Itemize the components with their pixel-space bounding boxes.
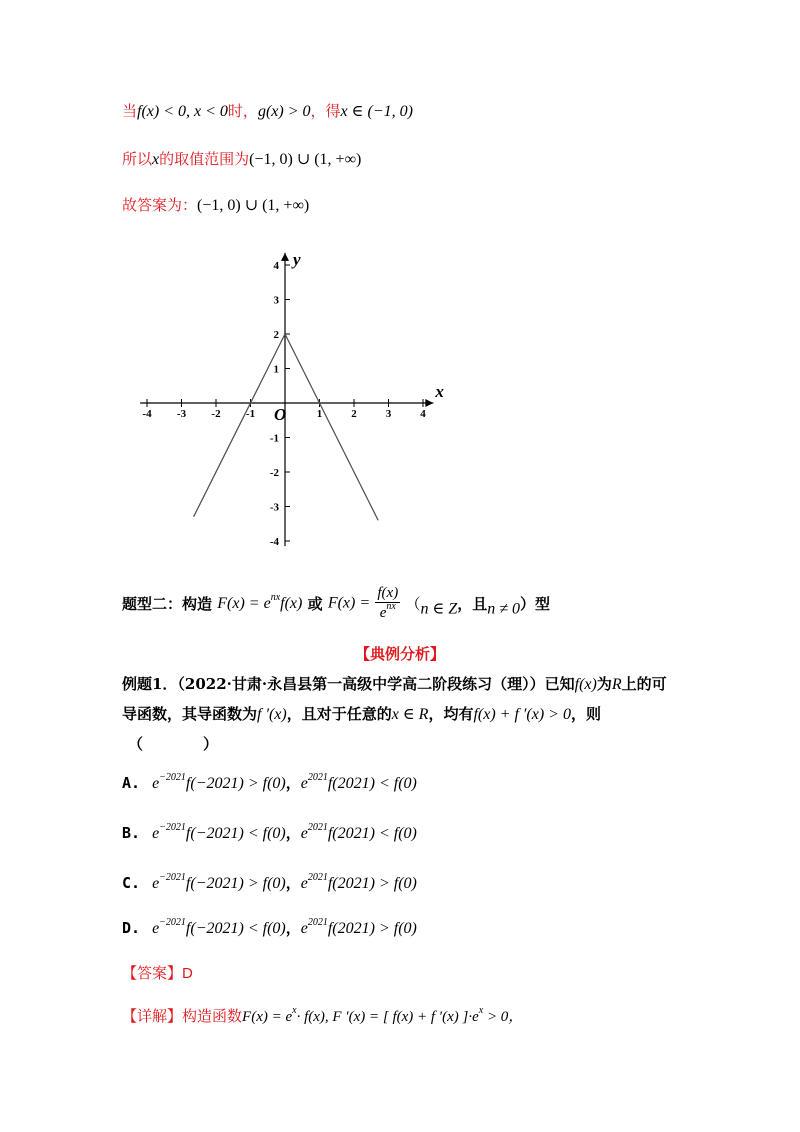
solution-line-1 (122, 100, 413, 121)
type2-or: 或 (307, 595, 323, 613)
option-left-rest: f(−2021) < f(0) (185, 920, 286, 937)
x-tick-label: 2 (351, 408, 357, 420)
example-fx: f(x) (574, 676, 597, 693)
y-tick-label: -4 (269, 536, 279, 548)
type2-cond2: n ≠ 0 (487, 600, 521, 618)
option-label: B. (122, 824, 141, 842)
line1-g: g(x) > 0 (257, 103, 311, 120)
option-left (152, 871, 286, 892)
detail-formula (242, 1005, 524, 1025)
option-left (152, 916, 286, 937)
y-tick-label: -1 (269, 432, 279, 445)
line2-text: 所以 (122, 150, 153, 168)
option-left-rest: f(−2021) > f(0) (185, 775, 286, 792)
detail-tag: 【详解】 (122, 1007, 183, 1025)
option-left-exp: −2021 (159, 771, 186, 783)
option-right-e: e (300, 825, 308, 842)
option-left-e: e (152, 875, 160, 892)
x-tick-label: -1 (245, 408, 256, 420)
line3-range: (−1, 0) ∪ (1, +∞) (197, 197, 310, 214)
y-tick-label: 1 (273, 363, 279, 376)
line3-text: 故答案为： (122, 196, 198, 214)
origin-label: O (274, 405, 287, 424)
line1-mid: 时， (227, 102, 258, 120)
line2-text2: 的取值范围为 (159, 150, 250, 168)
example-inequality: f(x) + f ′(x) > 0 (473, 706, 571, 723)
y-tick-label: -2 (269, 467, 279, 479)
type2-den-exp: nx (386, 601, 396, 612)
example-line2-b: ，且对于任意的 (286, 705, 392, 723)
option-separator: ， (285, 824, 301, 842)
option-right-e: e (300, 920, 308, 937)
example-line-2 (122, 703, 601, 724)
x-tick-label: 1 (316, 408, 323, 420)
type2-den-base: e (379, 605, 387, 621)
option-label: C. (122, 874, 141, 892)
type2-f1: F(x) = e (217, 595, 271, 613)
type2-heading (122, 585, 550, 622)
line1-condition: f(x) < 0, x < 0 (137, 103, 228, 120)
option-left-exp: −2021 (159, 871, 186, 883)
type2-cond-mid: ，且 (457, 595, 488, 613)
x-tick-label: -2 (211, 408, 221, 420)
type2-fraction-denominator (375, 603, 400, 622)
example-line2-c: ，均有 (428, 705, 474, 723)
option-left-e: e (152, 920, 160, 937)
option-right (300, 771, 417, 792)
y-axis-arrow (281, 253, 289, 261)
example-line-1 (122, 673, 667, 694)
type2-fraction-numerator: f(x) (377, 585, 399, 601)
option-right-exp: 2021 (307, 821, 328, 833)
example-xinR: x ∈ R (391, 706, 429, 723)
option-right-rest: f(2021) > f(0) (327, 875, 417, 892)
x-axis-label: x (435, 382, 444, 401)
detail-formula-a: F(x) = e (242, 1009, 293, 1025)
y-tick-label: -3 (269, 501, 279, 514)
option-left-e: e (152, 775, 160, 792)
type2-prefix: 题型二：构造 (122, 595, 213, 613)
function-graph (130, 245, 444, 550)
option-separator: ， (285, 874, 301, 892)
x-tick-label: -4 (142, 408, 152, 420)
type2-fraction (375, 585, 400, 622)
option-right-rest: f(2021) < f(0) (327, 825, 417, 842)
example-fpx: f ′(x) (257, 706, 287, 723)
option-right (300, 916, 417, 937)
y-tick-label: 3 (273, 294, 279, 307)
line1-prefix: 当 (122, 102, 138, 120)
y-axis-label: y (293, 249, 301, 269)
answer-tag: 【答案】 (122, 964, 183, 982)
option-right-exp: 2021 (307, 916, 328, 928)
option-right-exp: 2021 (307, 771, 328, 783)
section-title: 【典例分析】 (354, 645, 445, 663)
option-left (152, 771, 286, 792)
detail-formula-exp2: x (478, 1005, 484, 1016)
answer-line (122, 962, 193, 983)
solution-line-2 (122, 148, 361, 169)
x-tick-label: 4 (420, 408, 426, 420)
detail-formula-exp: x (292, 1005, 297, 1016)
option-separator: ， (285, 919, 301, 937)
line2-range: (−1, 0) ∪ (1, +∞) (249, 151, 362, 168)
answer-value: D (182, 965, 193, 982)
type2-f2: F(x) = (327, 594, 371, 612)
option-right-rest: f(2021) < f(0) (327, 775, 417, 792)
detail-line (122, 1005, 523, 1026)
x-tick-label: 3 (385, 408, 392, 420)
type2-f1-tail: f(x) (280, 595, 303, 613)
y-tick-label: 4 (273, 260, 279, 272)
x-tick-label: -3 (176, 408, 187, 420)
graph-line-left (194, 334, 285, 517)
x-axis-arrow (425, 399, 433, 407)
option-label: A. (122, 774, 141, 792)
option-a[interactable] (122, 772, 417, 793)
option-left-e: e (152, 825, 160, 842)
example-line2-d: ，则 (570, 705, 601, 723)
option-d[interactable] (122, 917, 417, 938)
example-line1-c: 上的可 (621, 675, 667, 693)
detail-formula-tail: > 0， (483, 1009, 524, 1025)
option-separator: ， (285, 774, 301, 792)
example-line1-a: 例题1．（2022·甘肃·永昌县第一高级中学高二阶段练习（理））已知 (122, 675, 575, 693)
graph-line-right (285, 334, 378, 520)
option-c[interactable] (122, 872, 417, 893)
option-label: D. (122, 919, 141, 937)
type2-cond1: n ∈ Z (420, 600, 458, 618)
type2-formula-1 (217, 591, 303, 613)
option-right (300, 871, 417, 892)
option-left-rest: f(−2021) > f(0) (185, 875, 286, 892)
example-line2-a: 导函数，其导函数为 (122, 705, 258, 723)
example-R: R (611, 676, 622, 693)
option-left (152, 821, 286, 842)
detail-text: 构造函数 (182, 1007, 243, 1025)
detail-formula-rest: · f(x), F ′(x) = [ f(x) + f ′(x) ]·e (296, 1009, 479, 1025)
example-line1-b: 为 (596, 675, 612, 693)
option-right-e: e (300, 775, 308, 792)
type2-cond-open: （ (405, 595, 421, 613)
line1-range: x ∈ (−1, 0) (340, 103, 413, 120)
line1-after: ，得 (310, 102, 341, 120)
line2-var: x (152, 151, 160, 168)
option-left-exp: −2021 (159, 821, 186, 833)
answer-blank: （ ） (128, 735, 219, 753)
option-right-rest: f(2021) > f(0) (327, 920, 417, 937)
solution-line-3 (122, 194, 309, 215)
type2-suffix: ）型 (520, 595, 551, 613)
option-right-e: e (300, 875, 308, 892)
option-left-exp: −2021 (159, 916, 186, 928)
option-right-exp: 2021 (307, 871, 328, 883)
y-tick-label: 2 (273, 329, 279, 341)
option-left-rest: f(−2021) < f(0) (185, 825, 286, 842)
type2-f1-exp: nx (270, 591, 281, 603)
option-right (300, 821, 417, 842)
option-b[interactable] (122, 822, 417, 843)
